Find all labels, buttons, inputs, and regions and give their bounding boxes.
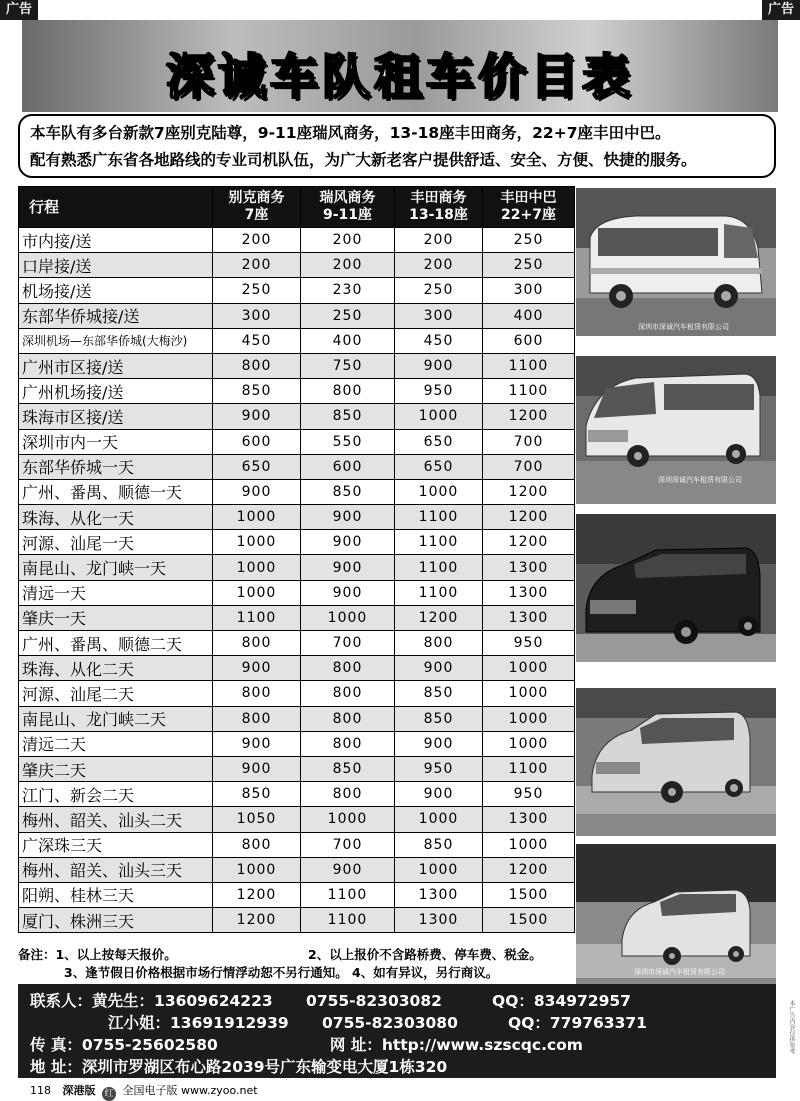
price-cell: 650 [213, 454, 301, 479]
route-cell: 南昆山、龙门峡二天 [19, 706, 213, 731]
price-cell: 800 [213, 353, 301, 378]
route-cell: 河源、汕尾一天 [19, 530, 213, 555]
address-label: 地 址： [30, 1058, 82, 1076]
price-cell: 850 [213, 379, 301, 404]
table-row [19, 706, 575, 731]
price-cell: 1100 [301, 908, 395, 933]
price-cell: 950 [483, 782, 575, 807]
note-2: 2、以上报价不含路桥费、停车费、税金。 [308, 947, 542, 962]
header-route: 行程 [19, 187, 213, 228]
contact-name-1: 黄先生： [92, 992, 155, 1010]
table-row [19, 908, 575, 933]
price-cell: 900 [213, 731, 301, 756]
price-cell: 750 [301, 353, 395, 378]
photo-caption-1: 深圳市深诚汽车租赁有限公司 [638, 323, 729, 331]
header-toyota-van: 丰田商务 13-18座 [395, 187, 483, 228]
price-cell: 1000 [213, 580, 301, 605]
route-cell: 广州、番禺、顺德二天 [19, 631, 213, 656]
price-cell: 200 [213, 228, 301, 253]
price-cell: 1500 [483, 908, 575, 933]
contact-label: 联系人： [30, 992, 93, 1010]
price-cell: 1200 [213, 908, 301, 933]
route-cell: 广州市区接/送 [19, 353, 213, 378]
contact-qq-1: QQ：834972957 [492, 992, 631, 1010]
page-number: 118 [30, 1084, 51, 1097]
table-row [19, 228, 575, 253]
price-cell: 850 [213, 782, 301, 807]
edition-logo: 红 [102, 1087, 116, 1101]
route-cell: 广深珠三天 [19, 832, 213, 857]
price-cell: 600 [301, 454, 395, 479]
web-url[interactable]: http://www.szscqc.com [381, 1036, 583, 1054]
route-cell: 口岸接/送 [19, 253, 213, 278]
price-cell: 550 [301, 429, 395, 454]
route-cell: 广州机场接/送 [19, 379, 213, 404]
price-cell: 1000 [301, 807, 395, 832]
price-cell: 900 [301, 580, 395, 605]
table-row [19, 404, 575, 429]
price-cell: 300 [483, 278, 575, 303]
route-cell: 江门、新会二天 [19, 782, 213, 807]
route-cell: 梅州、韶关、汕头三天 [19, 857, 213, 882]
price-cell: 1000 [395, 807, 483, 832]
header-buick: 别克商务 7座 [213, 187, 301, 228]
price-cell: 200 [301, 253, 395, 278]
price-cell: 250 [301, 303, 395, 328]
route-cell: 清远二天 [19, 731, 213, 756]
table-row [19, 656, 575, 681]
price-cell: 1300 [395, 908, 483, 933]
price-cell: 600 [213, 429, 301, 454]
photo-caption-2: 深圳深诚汽车租赁有限公司 [658, 476, 742, 484]
price-cell: 1100 [395, 555, 483, 580]
price-cell: 1000 [213, 555, 301, 580]
price-cell: 1200 [213, 882, 301, 907]
price-cell: 800 [301, 379, 395, 404]
price-cell: 1000 [483, 656, 575, 681]
route-cell: 肇庆二天 [19, 756, 213, 781]
price-cell: 1100 [395, 580, 483, 605]
price-cell: 1100 [483, 756, 575, 781]
price-cell: 200 [395, 228, 483, 253]
price-cell: 230 [301, 278, 395, 303]
price-cell: 1200 [483, 479, 575, 504]
page-title: 深诚车队租车价目表 [165, 49, 634, 105]
table-row [19, 353, 575, 378]
price-cell: 1200 [483, 404, 575, 429]
price-cell: 900 [213, 756, 301, 781]
notes [18, 946, 578, 980]
table-row [19, 857, 575, 882]
price-cell: 1100 [483, 353, 575, 378]
route-cell: 厦门、株洲三天 [19, 908, 213, 933]
ad-label-right: 广告 [762, 0, 800, 20]
price-cell: 700 [483, 454, 575, 479]
price-cell: 1300 [483, 555, 575, 580]
price-cell: 950 [395, 379, 483, 404]
price-cell: 1500 [483, 882, 575, 907]
price-cell: 1200 [483, 857, 575, 882]
table-row [19, 530, 575, 555]
price-cell: 900 [301, 857, 395, 882]
price-cell: 450 [213, 328, 301, 353]
price-cell: 800 [301, 731, 395, 756]
footer-site: 全国电子版 www.zyoo.net [122, 1084, 258, 1097]
price-cell: 200 [395, 253, 483, 278]
route-cell: 深圳机场—东部华侨城(大梅沙) [19, 328, 213, 353]
price-cell: 900 [301, 555, 395, 580]
table-row [19, 429, 575, 454]
price-cell: 1200 [483, 505, 575, 530]
price-cell: 1000 [483, 832, 575, 857]
contact-panel [18, 984, 776, 1078]
price-cell: 1000 [395, 479, 483, 504]
contact-phone-1: 0755-82303082 [306, 992, 442, 1010]
contact-row-2 [30, 1011, 647, 1033]
route-cell: 梅州、韶关、汕头二天 [19, 807, 213, 832]
route-cell: 机场接/送 [19, 278, 213, 303]
note-1: 备注：1、以上按每天报价。 [18, 947, 177, 962]
contact-mobile-2: 13691912939 [170, 1014, 289, 1032]
price-cell: 300 [213, 303, 301, 328]
price-cell: 850 [395, 706, 483, 731]
table-row [19, 882, 575, 907]
contact-phone-2: 0755-82303080 [322, 1014, 458, 1032]
route-cell: 肇庆一天 [19, 605, 213, 630]
price-cell: 1000 [213, 857, 301, 882]
price-cell: 800 [213, 706, 301, 731]
price-table [18, 186, 575, 933]
price-table-header [19, 187, 575, 228]
photo-caption-5: 深圳市深诚汽车租赁有限公司 [634, 968, 725, 976]
contact-name-2: 江小姐： [108, 1014, 171, 1032]
price-cell: 1000 [483, 706, 575, 731]
price-cell: 900 [395, 353, 483, 378]
price-cell: 700 [483, 429, 575, 454]
table-row [19, 278, 575, 303]
ad-label-left: 广告 [0, 0, 38, 20]
price-cell: 1300 [483, 580, 575, 605]
price-cell: 200 [213, 253, 301, 278]
price-cell: 900 [395, 731, 483, 756]
price-cell: 250 [483, 228, 575, 253]
price-cell: 800 [301, 706, 395, 731]
price-cell: 1000 [483, 731, 575, 756]
route-cell: 清远一天 [19, 580, 213, 605]
photo-refine-van [576, 844, 776, 992]
title-banner [22, 20, 778, 112]
route-cell: 珠海市区接/送 [19, 404, 213, 429]
table-row [19, 807, 575, 832]
price-cell: 900 [395, 656, 483, 681]
price-cell: 600 [483, 328, 575, 353]
price-cell: 250 [213, 278, 301, 303]
route-cell: 市内接/送 [19, 228, 213, 253]
price-cell: 400 [483, 303, 575, 328]
table-row [19, 555, 575, 580]
fax-number: 0755-25602580 [81, 1036, 218, 1054]
price-cell: 250 [395, 278, 483, 303]
price-cell: 900 [301, 505, 395, 530]
footer [30, 1082, 258, 1101]
price-cell: 1000 [395, 857, 483, 882]
price-cell: 700 [301, 631, 395, 656]
table-row [19, 756, 575, 781]
contact-row-4 [30, 1055, 447, 1077]
price-cell: 800 [301, 782, 395, 807]
intro-box [18, 114, 776, 178]
price-cell: 850 [301, 404, 395, 429]
price-cell: 900 [213, 404, 301, 429]
route-cell: 东部华侨城接/送 [19, 303, 213, 328]
table-row [19, 253, 575, 278]
photo-buick-dark [576, 514, 776, 662]
header-refine: 瑞风商务 9-11座 [301, 187, 395, 228]
route-cell: 河源、汕尾二天 [19, 681, 213, 706]
contact-row-1 [30, 989, 631, 1011]
fax-label: 传 真： [30, 1036, 82, 1054]
price-cell: 300 [395, 303, 483, 328]
route-cell: 南昆山、龙门峡一天 [19, 555, 213, 580]
photo-toyota-van [576, 356, 776, 504]
price-cell: 1300 [395, 882, 483, 907]
price-cell: 950 [483, 631, 575, 656]
price-cell: 950 [395, 756, 483, 781]
note-3: 3、逢节假日价格根据市场行情浮动恕不另行通知。 4、如有异议，另行商议。 [64, 965, 499, 980]
price-cell: 450 [395, 328, 483, 353]
route-cell: 珠海、从化一天 [19, 505, 213, 530]
price-cell: 800 [395, 631, 483, 656]
table-row [19, 379, 575, 404]
price-cell: 850 [301, 756, 395, 781]
table-row [19, 328, 575, 353]
route-cell: 珠海、从化二天 [19, 656, 213, 681]
price-cell: 1100 [395, 505, 483, 530]
price-cell: 1050 [213, 807, 301, 832]
price-cell: 800 [301, 681, 395, 706]
price-cell: 800 [301, 656, 395, 681]
table-row [19, 303, 575, 328]
price-cell: 1300 [483, 605, 575, 630]
web-label: 网 址： [329, 1036, 382, 1054]
price-cell: 400 [301, 328, 395, 353]
route-cell: 广州、番禺、顺德一天 [19, 479, 213, 504]
price-cell: 1100 [483, 379, 575, 404]
contact-qq-2: QQ：779763371 [508, 1014, 647, 1032]
price-cell: 1000 [483, 681, 575, 706]
header-toyota-bus: 丰田中巴 22+7座 [483, 187, 575, 228]
price-cell: 1000 [213, 530, 301, 555]
price-cell: 1000 [213, 505, 301, 530]
price-cell: 900 [213, 656, 301, 681]
price-cell: 1200 [483, 530, 575, 555]
table-row [19, 782, 575, 807]
price-cell: 850 [301, 479, 395, 504]
table-row [19, 580, 575, 605]
photo-buick-silver [576, 688, 776, 836]
table-row [19, 479, 575, 504]
contact-mobile-1: 13609624223 [154, 992, 273, 1010]
table-row [19, 505, 575, 530]
side-note: 本广告内容仅供参考 [788, 1000, 795, 1054]
price-cell: 850 [395, 681, 483, 706]
table-row [19, 454, 575, 479]
table-row [19, 731, 575, 756]
table-row [19, 832, 575, 857]
edition-label: 深港版 [62, 1084, 96, 1097]
route-cell: 阳朔、桂林三天 [19, 882, 213, 907]
price-cell: 800 [213, 631, 301, 656]
price-cell: 250 [483, 253, 575, 278]
price-cell: 850 [395, 832, 483, 857]
route-cell: 深圳市内一天 [19, 429, 213, 454]
price-cell: 1200 [395, 605, 483, 630]
table-row [19, 681, 575, 706]
table-row [19, 631, 575, 656]
price-cell: 900 [395, 782, 483, 807]
price-cell: 650 [395, 454, 483, 479]
price-cell: 800 [213, 681, 301, 706]
price-cell: 900 [301, 530, 395, 555]
address: 深圳市罗湖区布心路2039号广东输变电大厦1栋320 [81, 1058, 448, 1076]
price-cell: 800 [213, 832, 301, 857]
intro-line-2: 配有熟悉广东省各地路线的专业司机队伍，为广大新老客户提供舒适、安全、方便、快捷的服务。 [30, 151, 697, 169]
price-cell: 1300 [483, 807, 575, 832]
price-cell: 1000 [395, 404, 483, 429]
price-cell: 1100 [301, 882, 395, 907]
intro-line-1: 本车队有多台新款7座别克陆尊，9-11座瑞风商务，13-18座丰田商务，22+7座丰田中巴。 [30, 124, 671, 142]
price-cell: 650 [395, 429, 483, 454]
price-cell: 700 [301, 832, 395, 857]
price-table-body [19, 228, 575, 933]
price-cell: 1100 [395, 530, 483, 555]
price-cell: 1000 [301, 605, 395, 630]
route-cell: 东部华侨城一天 [19, 454, 213, 479]
table-row [19, 605, 575, 630]
price-cell: 200 [301, 228, 395, 253]
price-cell: 900 [213, 479, 301, 504]
price-cell: 1100 [213, 605, 301, 630]
photo-minibus [576, 188, 776, 336]
contact-row-3 [30, 1033, 583, 1055]
